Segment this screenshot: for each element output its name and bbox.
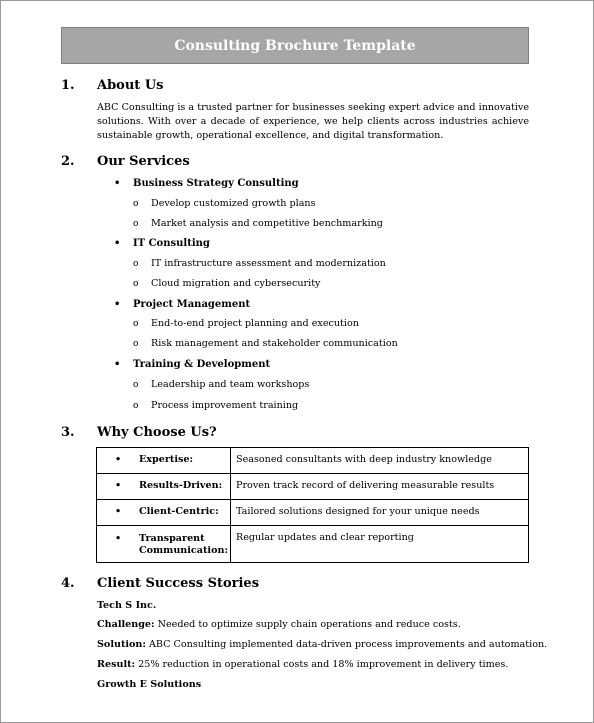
bullet-icon: •: [114, 178, 121, 189]
section-number: 2.: [61, 154, 75, 169]
section-number: 4.: [61, 576, 75, 591]
bullet-icon: •: [115, 454, 122, 465]
sub-bullet-icon: o: [133, 380, 139, 390]
table-row: [97, 474, 529, 500]
service-label: Business Strategy Consulting: [133, 178, 299, 189]
table-key-cell: [97, 500, 231, 526]
service-subitem: [133, 318, 359, 329]
service-label: IT Consulting: [133, 238, 210, 249]
table-key-cell: [97, 474, 231, 500]
service-item: [114, 238, 210, 249]
service-subitem-text: Develop customized growth plans: [151, 198, 316, 209]
about-line: ABC Consulting is a trusted partner for businesses seeking expert advice and innovative: [97, 102, 529, 113]
bullet-icon: •: [114, 238, 121, 249]
story-label: Challenge:: [97, 619, 155, 630]
section-title: Client Success Stories: [97, 576, 260, 591]
service-label: Project Management: [133, 299, 251, 310]
sub-bullet-icon: o: [133, 259, 139, 269]
table-value: Seasoned consultants with deep industry knowledge: [236, 454, 492, 465]
section-title: Why Choose Us?: [97, 425, 217, 440]
sub-bullet-icon: o: [133, 339, 139, 349]
sub-bullet-icon: o: [133, 401, 139, 411]
bullet-icon: •: [115, 506, 122, 517]
why-choose-us-table: [96, 447, 529, 563]
table-key-line: Communication:: [139, 545, 228, 556]
table-row: [97, 526, 529, 563]
service-item: [114, 359, 270, 370]
story-challenge: [97, 619, 461, 630]
table-key-cell: [97, 448, 231, 474]
section-about-heading: [61, 78, 164, 93]
service-item: [114, 299, 250, 310]
table-key-cell: [97, 526, 231, 563]
sub-bullet-icon: o: [133, 279, 139, 289]
section-title: About Us: [97, 78, 164, 93]
service-subitem-text: Cloud migration and cybersecurity: [151, 278, 321, 289]
service-subitem: [133, 338, 398, 349]
table-row: [97, 448, 529, 474]
service-subitem: [133, 198, 316, 209]
table-key-line: Transparent: [139, 533, 205, 544]
table-value-cell: [231, 474, 529, 500]
service-subitem: [133, 218, 383, 229]
service-item: [114, 178, 299, 189]
sub-bullet-icon: o: [133, 219, 139, 229]
section-title: Our Services: [97, 154, 190, 169]
document-title: [61, 27, 529, 64]
section-stories-heading: [61, 576, 259, 591]
service-subitem: [133, 258, 386, 269]
bullet-icon: •: [115, 480, 122, 491]
service-subitem-text: End-to-end project planning and execution: [151, 318, 359, 329]
sub-bullet-icon: o: [133, 199, 139, 209]
section-services-heading: [61, 154, 190, 169]
table-value-cell: [231, 500, 529, 526]
table-value: Tailored solutions designed for your unique needs: [236, 506, 480, 517]
section-why-heading: [61, 425, 217, 440]
about-line: sustainable growth, operational excellence, and digital transformation.: [97, 130, 444, 141]
service-subitem-text: IT infrastructure assessment and modernization: [151, 258, 386, 269]
service-subitem-text: Leadership and team workshops: [151, 379, 310, 390]
service-subitem-text: Risk management and stakeholder communication: [151, 338, 398, 349]
table-key: [139, 533, 228, 557]
section-number: 1.: [61, 78, 75, 93]
table-value: Regular updates and clear reporting: [236, 532, 414, 543]
document-title-text: Consulting Brochure Template: [174, 37, 416, 54]
service-subitem: [133, 278, 320, 289]
service-subitem: [133, 379, 309, 390]
service-subitem-text: Market analysis and competitive benchmarking: [151, 218, 383, 229]
story-label: Result:: [97, 659, 136, 670]
section-number: 3.: [61, 425, 75, 440]
table-key: Expertise:: [139, 454, 194, 465]
bullet-icon: •: [115, 533, 122, 544]
table-key: Client-Centric:: [139, 506, 219, 517]
sub-bullet-icon: o: [133, 319, 139, 329]
story-label: Solution:: [97, 639, 146, 650]
story-text: Needed to optimize supply chain operations and reduce costs.: [154, 619, 461, 630]
service-subitem: [133, 400, 298, 411]
story-text: ABC Consulting implemented data-driven process improvements and automation.: [145, 639, 548, 650]
table-value-cell: [231, 448, 529, 474]
about-line: solutions. With over a decade of experience, we help clients across industries achieve: [97, 116, 529, 127]
table-value-cell: [231, 526, 529, 563]
service-subitem-text: Process improvement training: [151, 400, 299, 411]
story-result: [97, 659, 508, 670]
story-solution: [97, 639, 547, 650]
table-value: Proven track record of delivering measurable results: [236, 480, 495, 491]
bullet-icon: •: [114, 359, 121, 370]
service-label: Training & Development: [133, 359, 271, 370]
story-text: 25% reduction in operational costs and 18% improvement in delivery times.: [135, 659, 509, 670]
table-row: [97, 500, 529, 526]
bullet-icon: •: [114, 299, 121, 310]
story-company: Tech S Inc.: [97, 600, 157, 611]
about-paragraph: [97, 101, 529, 143]
table-key: Results-Driven:: [139, 480, 223, 491]
story-company: Growth E Solutions: [97, 679, 202, 690]
